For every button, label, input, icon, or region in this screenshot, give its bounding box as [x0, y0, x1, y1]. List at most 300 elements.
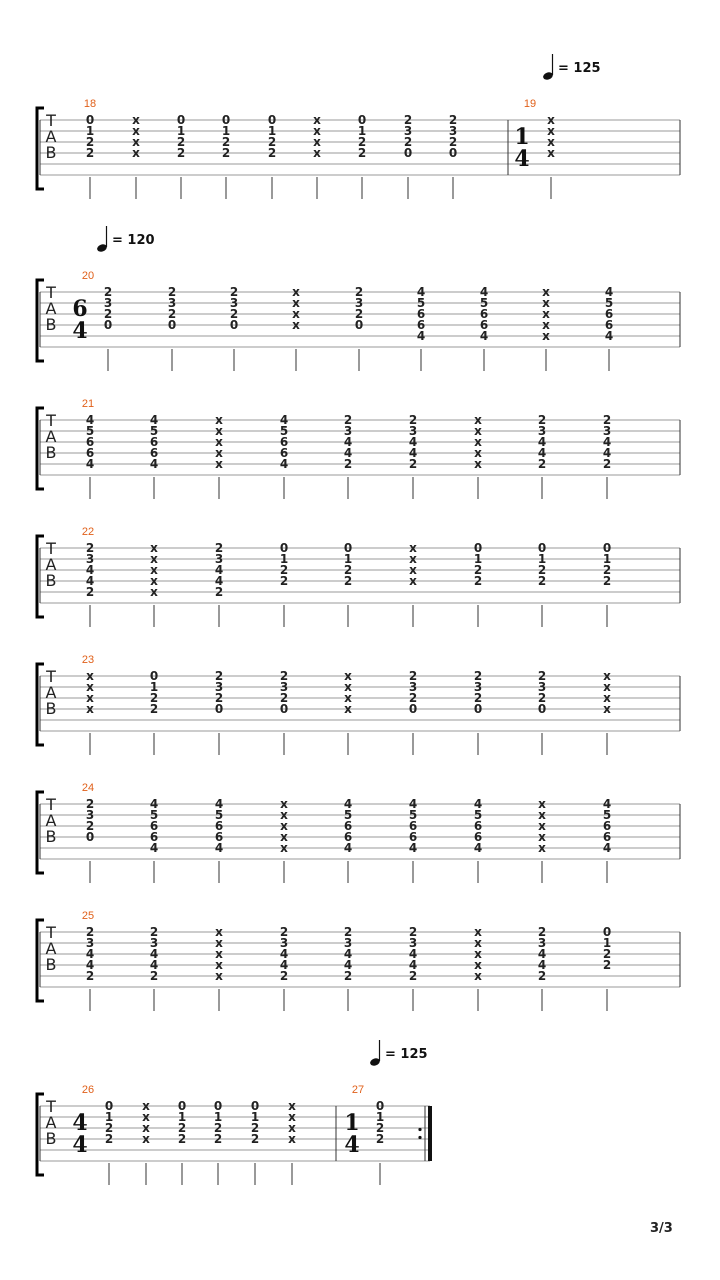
fret-number: x — [474, 936, 482, 950]
tempo-marking: = 120 — [112, 233, 155, 248]
fret-number: x — [292, 318, 300, 332]
fret-number: x — [547, 135, 555, 149]
fret-number: 2 — [177, 1132, 187, 1146]
fret-number: 3 — [279, 936, 289, 950]
fret-number: 1 — [375, 1110, 385, 1124]
fret-number: 1 — [279, 552, 289, 566]
tab-clef-letter: A — [45, 939, 57, 958]
fret-number: 1 — [213, 1110, 223, 1124]
fret-number: x — [313, 113, 321, 127]
fret-number: 1 — [537, 552, 547, 566]
fret-number: 2 — [267, 135, 277, 149]
fret-number: 2 — [229, 307, 239, 321]
fret-number: 2 — [473, 563, 483, 577]
fret-number: 4 — [85, 574, 95, 588]
fret-number: 2 — [214, 541, 224, 555]
fret-number: 2 — [343, 969, 353, 983]
tab-clef-letter: T — [46, 923, 56, 942]
fret-number: 1 — [149, 680, 159, 694]
fret-number: 2 — [279, 574, 289, 588]
fret-number: x — [215, 969, 223, 983]
fret-number: 2 — [85, 135, 95, 149]
fret-number: x — [215, 413, 223, 427]
fret-number: 5 — [214, 808, 224, 822]
fret-number: 2 — [408, 457, 418, 471]
fret-number: x — [132, 124, 140, 138]
fret-number: x — [132, 146, 140, 160]
fret-number: 2 — [149, 691, 159, 705]
time-signature-top: 4 — [72, 1110, 88, 1136]
fret-number: 6 — [279, 435, 289, 449]
measure-number: 25 — [81, 910, 95, 922]
fret-number: 5 — [279, 424, 289, 438]
fret-number: x — [542, 285, 550, 299]
fret-number: x — [603, 691, 611, 705]
fret-number: 3 — [85, 936, 95, 950]
fret-number: 4 — [537, 947, 547, 961]
fret-number: 2 — [85, 585, 95, 599]
fret-number: 6 — [343, 819, 353, 833]
fret-number: 0 — [177, 1099, 187, 1113]
fret-number: x — [538, 819, 546, 833]
fret-number: 2 — [104, 1121, 114, 1135]
fret-number: 0 — [279, 702, 289, 716]
fret-number: 4 — [473, 841, 483, 855]
fret-number: 6 — [149, 446, 159, 460]
fret-number: 0 — [448, 146, 458, 160]
fret-number: x — [288, 1132, 296, 1146]
fret-number: 1 — [250, 1110, 260, 1124]
fret-number: x — [280, 841, 288, 855]
fret-number: 1 — [267, 124, 277, 138]
fret-number: 2 — [537, 574, 547, 588]
fret-number: 6 — [149, 830, 159, 844]
fret-number: 6 — [343, 830, 353, 844]
fret-number: 4 — [604, 285, 614, 299]
fret-number: 1 — [357, 124, 367, 138]
fret-number: 2 — [214, 669, 224, 683]
fret-number: x — [344, 691, 352, 705]
fret-number: 4 — [85, 563, 95, 577]
fret-number: 2 — [408, 669, 418, 683]
fret-number: 6 — [408, 830, 418, 844]
fret-number: 2 — [375, 1121, 385, 1135]
fret-number: x — [215, 435, 223, 449]
fret-number: 2 — [602, 563, 612, 577]
fret-number: x — [132, 113, 140, 127]
fret-number: 4 — [416, 329, 426, 343]
fret-number: 3 — [408, 680, 418, 694]
fret-number: x — [313, 146, 321, 160]
tab-clef-letter: B — [45, 699, 57, 718]
tab-clef-letter: T — [46, 283, 56, 302]
fret-number: 4 — [602, 435, 612, 449]
fret-number: 2 — [343, 925, 353, 939]
fret-number: x — [313, 135, 321, 149]
fret-number: 1 — [473, 552, 483, 566]
fret-number: x — [538, 797, 546, 811]
tab-clef-letter: B — [45, 315, 57, 334]
fret-number: 3 — [214, 552, 224, 566]
fret-number: 0 — [343, 541, 353, 555]
fret-number: 2 — [403, 113, 413, 127]
measure-number: 18 — [83, 98, 97, 110]
fret-number: x — [132, 135, 140, 149]
measure-number: 22 — [81, 526, 95, 538]
fret-number: 3 — [214, 680, 224, 694]
fret-number: 2 — [103, 307, 113, 321]
fret-number: x — [538, 830, 546, 844]
fret-number: 2 — [167, 307, 177, 321]
fret-number: 6 — [604, 307, 614, 321]
fret-number: 4 — [149, 947, 159, 961]
fret-number: 2 — [279, 563, 289, 577]
fret-number: 2 — [103, 285, 113, 299]
fret-number: 2 — [602, 413, 612, 427]
time-signature-top: 1 — [344, 1110, 360, 1136]
fret-number: 3 — [279, 680, 289, 694]
fret-number: 4 — [537, 446, 547, 460]
fret-number: 2 — [357, 135, 367, 149]
fret-number: x — [215, 958, 223, 972]
fret-number: 3 — [354, 296, 364, 310]
fret-number: 0 — [357, 113, 367, 127]
fret-number: 2 — [403, 135, 413, 149]
fret-number: 1 — [602, 936, 612, 950]
fret-number: 4 — [214, 574, 224, 588]
fret-number: x — [288, 1121, 296, 1135]
tab-clef-letter: B — [45, 827, 57, 846]
fret-number: 2 — [250, 1121, 260, 1135]
fret-number: x — [474, 435, 482, 449]
fret-number: x — [603, 680, 611, 694]
fret-number: 2 — [343, 413, 353, 427]
tab-clef-letter: A — [45, 427, 57, 446]
fret-number: 2 — [229, 285, 239, 299]
fret-number: 0 — [250, 1099, 260, 1113]
fret-number: 4 — [479, 285, 489, 299]
fret-number: 6 — [214, 830, 224, 844]
fret-number: 2 — [408, 969, 418, 983]
fret-number: 6 — [479, 318, 489, 332]
fret-number: 3 — [602, 424, 612, 438]
fret-number: 4 — [85, 958, 95, 972]
fret-number: 4 — [416, 285, 426, 299]
fret-number: 4 — [149, 841, 159, 855]
fret-number: x — [603, 669, 611, 683]
measure-number: 21 — [81, 398, 95, 410]
fret-number: 3 — [343, 936, 353, 950]
fret-number: x — [538, 808, 546, 822]
fret-number: 1 — [176, 124, 186, 138]
fret-number: 2 — [85, 797, 95, 811]
fret-number: 3 — [408, 936, 418, 950]
fret-number: x — [547, 146, 555, 160]
fret-number: x — [215, 424, 223, 438]
repeat-dot — [418, 1128, 421, 1131]
fret-number: 5 — [602, 808, 612, 822]
fret-number: 2 — [176, 135, 186, 149]
fret-number: 6 — [408, 819, 418, 833]
fret-number: x — [215, 936, 223, 950]
fret-number: x — [409, 563, 417, 577]
tab-clef-letter: A — [45, 555, 57, 574]
fret-number: 6 — [416, 318, 426, 332]
tab-clef-letter: A — [45, 811, 57, 830]
fret-number: 6 — [85, 446, 95, 460]
tempo-marking: = 125 — [385, 1047, 428, 1062]
fret-number: x — [280, 830, 288, 844]
fret-number: x — [86, 691, 94, 705]
fret-number: 2 — [602, 574, 612, 588]
fret-number: 2 — [279, 969, 289, 983]
measure-number: 19 — [523, 98, 537, 110]
fret-number: 6 — [473, 830, 483, 844]
fret-number: 2 — [149, 925, 159, 939]
fret-number: x — [542, 296, 550, 310]
fret-number: 6 — [279, 446, 289, 460]
fret-number: x — [409, 574, 417, 588]
fret-number: 0 — [85, 830, 95, 844]
fret-number: 0 — [85, 113, 95, 127]
fret-number: 4 — [408, 947, 418, 961]
fret-number: 4 — [214, 841, 224, 855]
fret-number: 6 — [416, 307, 426, 321]
fret-number: 2 — [176, 146, 186, 160]
tab-clef-letter: B — [45, 1129, 57, 1148]
fret-number: 3 — [149, 936, 159, 950]
fret-number: x — [86, 680, 94, 694]
tab-clef-letter: B — [45, 955, 57, 974]
tab-clef-letter: A — [45, 683, 57, 702]
fret-number: 0 — [176, 113, 186, 127]
fret-number: x — [215, 925, 223, 939]
fret-number: x — [150, 574, 158, 588]
fret-number: 2 — [214, 585, 224, 599]
fret-number: 4 — [149, 413, 159, 427]
fret-number: 6 — [479, 307, 489, 321]
fret-number: 0 — [408, 702, 418, 716]
fret-number: 2 — [149, 969, 159, 983]
fret-number: x — [603, 702, 611, 716]
fret-number: 2 — [602, 947, 612, 961]
fret-number: 3 — [537, 680, 547, 694]
fret-number: x — [150, 563, 158, 577]
fret-number: 2 — [167, 285, 177, 299]
fret-number: 6 — [85, 435, 95, 449]
time-signature-bottom: 4 — [72, 318, 88, 344]
tab-clef-letter: B — [45, 443, 57, 462]
time-signature-bottom: 4 — [344, 1132, 360, 1158]
fret-number: x — [292, 296, 300, 310]
fret-number: 2 — [104, 1132, 114, 1146]
tab-clef-letter: B — [45, 143, 57, 162]
fret-number: 2 — [473, 691, 483, 705]
fret-number: 2 — [408, 413, 418, 427]
fret-number: 6 — [149, 819, 159, 833]
fret-number: x — [150, 585, 158, 599]
fret-number: 4 — [537, 435, 547, 449]
fret-number: 4 — [149, 958, 159, 972]
fret-number: 4 — [149, 797, 159, 811]
fret-number: 5 — [408, 808, 418, 822]
fret-number: 2 — [537, 691, 547, 705]
fret-number: 4 — [279, 413, 289, 427]
fret-number: 3 — [448, 124, 458, 138]
fret-number: x — [474, 413, 482, 427]
fret-number: x — [142, 1121, 150, 1135]
tab-clef-letter: T — [46, 1097, 56, 1116]
fret-number: 0 — [279, 541, 289, 555]
fret-number: 2 — [279, 925, 289, 939]
fret-number: 2 — [537, 669, 547, 683]
fret-number: 2 — [221, 146, 231, 160]
fret-number: 0 — [375, 1099, 385, 1113]
fret-number: 0 — [149, 669, 159, 683]
fret-number: 1 — [343, 552, 353, 566]
fret-number: x — [547, 113, 555, 127]
measure-number: 27 — [351, 1084, 365, 1096]
time-signature-bottom: 4 — [72, 1132, 88, 1158]
fret-number: 0 — [221, 113, 231, 127]
fret-number: 4 — [279, 958, 289, 972]
fret-number: 4 — [85, 413, 95, 427]
fret-number: 0 — [229, 318, 239, 332]
fret-number: 6 — [473, 819, 483, 833]
fret-number: 1 — [221, 124, 231, 138]
fret-number: 3 — [85, 808, 95, 822]
fret-number: x — [344, 680, 352, 694]
fret-number: 4 — [85, 947, 95, 961]
fret-number: x — [215, 947, 223, 961]
fret-number: x — [288, 1099, 296, 1113]
fret-number: 4 — [343, 947, 353, 961]
fret-number: 2 — [343, 574, 353, 588]
fret-number: 2 — [250, 1132, 260, 1146]
fret-number: 2 — [375, 1132, 385, 1146]
fret-number: x — [215, 446, 223, 460]
fret-number: 3 — [103, 296, 113, 310]
fret-number: 4 — [602, 841, 612, 855]
fret-number: 2 — [537, 563, 547, 577]
fret-number: 6 — [149, 435, 159, 449]
fret-number: 4 — [343, 446, 353, 460]
fret-number: 0 — [602, 541, 612, 555]
fret-number: 4 — [279, 457, 289, 471]
fret-number: 5 — [149, 808, 159, 822]
fret-number: x — [474, 424, 482, 438]
fret-number: 2 — [473, 574, 483, 588]
fret-number: 4 — [343, 797, 353, 811]
fret-number: x — [280, 819, 288, 833]
tab-clef-letter: A — [45, 127, 57, 146]
fret-number: 3 — [229, 296, 239, 310]
fret-number: 4 — [408, 797, 418, 811]
fret-number: 5 — [416, 296, 426, 310]
fret-number: 0 — [602, 925, 612, 939]
fret-number: 6 — [214, 819, 224, 833]
fret-number: 4 — [473, 797, 483, 811]
time-signature-top: 6 — [72, 296, 88, 322]
tab-clef-letter: A — [45, 1113, 57, 1132]
fret-number: x — [280, 808, 288, 822]
fret-number: 0 — [214, 702, 224, 716]
fret-number: 0 — [103, 318, 113, 332]
fret-number: 4 — [479, 329, 489, 343]
fret-number: x — [280, 797, 288, 811]
fret-number: 0 — [213, 1099, 223, 1113]
fret-number: x — [142, 1110, 150, 1124]
fret-number: 6 — [602, 830, 612, 844]
fret-number: 2 — [213, 1132, 223, 1146]
fret-number: x — [409, 552, 417, 566]
fret-number: 2 — [354, 307, 364, 321]
fret-number: 5 — [85, 424, 95, 438]
measure-number: 26 — [81, 1084, 95, 1096]
fret-number: 2 — [537, 925, 547, 939]
fret-number: x — [409, 541, 417, 555]
fret-number: x — [292, 285, 300, 299]
fret-number: 0 — [537, 541, 547, 555]
fret-number: x — [542, 329, 550, 343]
fret-number: 5 — [473, 808, 483, 822]
fret-number: 0 — [167, 318, 177, 332]
fret-number: 2 — [279, 691, 289, 705]
fret-number: 2 — [177, 1121, 187, 1135]
fret-number: 4 — [408, 435, 418, 449]
fret-number: 0 — [473, 702, 483, 716]
fret-number: 1 — [85, 124, 95, 138]
fret-number: x — [474, 969, 482, 983]
fret-number: 2 — [213, 1121, 223, 1135]
fret-number: 2 — [408, 691, 418, 705]
fret-number: x — [474, 446, 482, 460]
fret-number: 4 — [602, 446, 612, 460]
fret-number: 4 — [214, 797, 224, 811]
fret-number: x — [215, 457, 223, 471]
fret-number: 4 — [537, 958, 547, 972]
fret-number: 2 — [343, 457, 353, 471]
fret-number: 5 — [604, 296, 614, 310]
fret-number: x — [86, 702, 94, 716]
fret-number: x — [344, 669, 352, 683]
fret-number: 4 — [149, 457, 159, 471]
fret-number: 4 — [602, 797, 612, 811]
fret-number: 2 — [267, 146, 277, 160]
fret-number: 2 — [602, 958, 612, 972]
fret-number: 4 — [279, 947, 289, 961]
fret-number: 4 — [408, 958, 418, 972]
fret-number: 0 — [403, 146, 413, 160]
time-signature-top: 1 — [514, 124, 530, 150]
time-signature-bottom: 4 — [514, 146, 530, 172]
fret-number: 2 — [85, 925, 95, 939]
tab-clef-letter: T — [46, 111, 56, 130]
fret-number: 4 — [408, 446, 418, 460]
fret-number: 2 — [408, 925, 418, 939]
fret-number: 0 — [473, 541, 483, 555]
fret-number: x — [474, 457, 482, 471]
tab-clef-letter: T — [46, 795, 56, 814]
fret-number: 4 — [214, 563, 224, 577]
fret-number: x — [542, 307, 550, 321]
fret-number: 3 — [537, 424, 547, 438]
fret-number: x — [344, 702, 352, 716]
fret-number: x — [142, 1099, 150, 1113]
fret-number: x — [313, 124, 321, 138]
fret-number: 2 — [473, 669, 483, 683]
fret-number: 6 — [604, 318, 614, 332]
